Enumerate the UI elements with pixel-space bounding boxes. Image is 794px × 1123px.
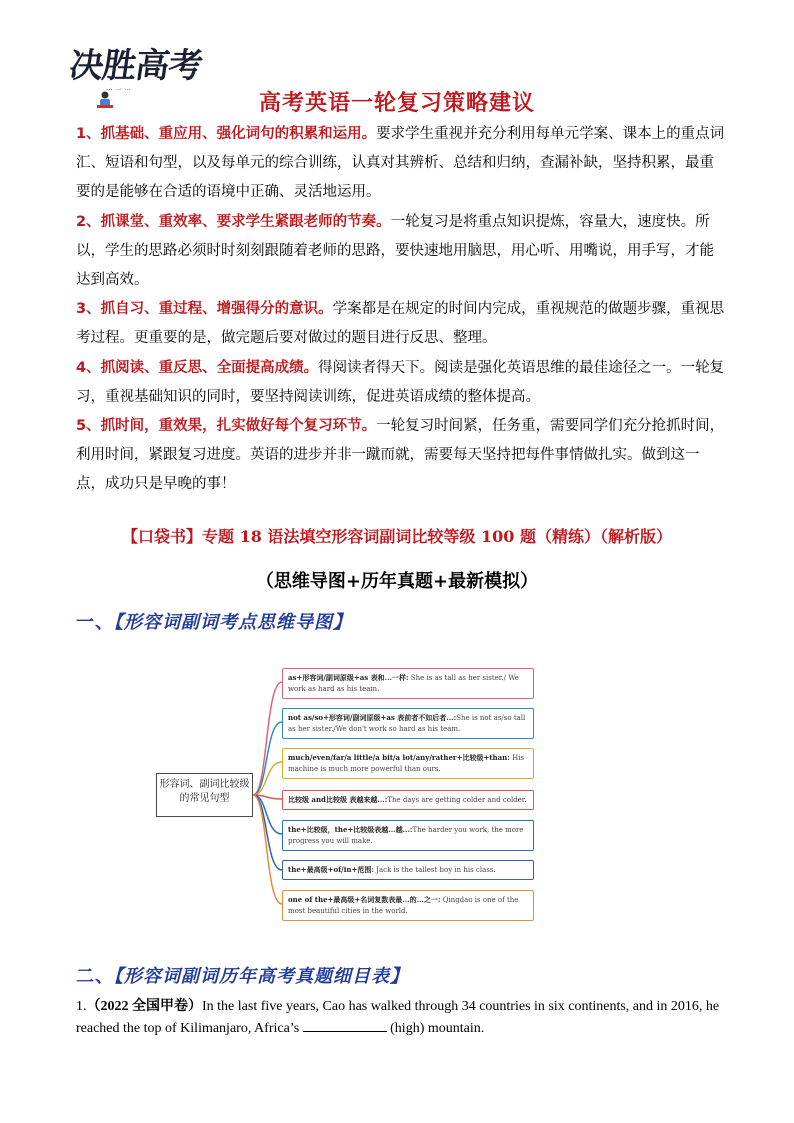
- section-number: 二、: [76, 966, 114, 987]
- advice-lead: 4、抓阅读、重反思、全面提高成绩。: [76, 359, 319, 376]
- page-title: 高考英语一轮复习策略建议: [258, 91, 535, 116]
- question-number: 1.: [76, 999, 87, 1014]
- node-label: one of the+最高级+名词复数表最...的...之一:: [288, 895, 441, 904]
- node-example: She is as tall as her sister./ We work as hard as his team.: [288, 674, 519, 693]
- node-example: The days are getting colder and colder.: [387, 796, 527, 804]
- mind-map-root: 形容词、副词比较级的常见句型: [156, 773, 253, 817]
- advice-lead: 2、抓课堂、重效率、要求学生紧跟老师的节奏。: [76, 213, 391, 230]
- mind-map-node: [282, 748, 534, 779]
- section-number: 一、: [76, 612, 114, 633]
- mind-map-node: [282, 790, 534, 810]
- advice-item: [76, 295, 726, 353]
- section-title: 【形容词副词考点思维导图】: [114, 612, 352, 633]
- node-example: Qingdao is one of the most beautiful cities in the world.: [288, 896, 519, 915]
- advice-item: [76, 120, 726, 208]
- advice-body: 学案都是在规定的时间内完成，重视规范的做题步骤，重视思考过程。更重要的是，做完题后要对做过的题目进行反思、整理。: [76, 301, 725, 347]
- section-heading-mindmap: [76, 608, 352, 634]
- mind-map-node: [282, 860, 534, 880]
- advice-lead: 5、抓时间，重效果，扎实做好每个复习环节。: [76, 418, 377, 435]
- advice-list: [76, 120, 726, 500]
- node-example: She is not as/so tall as her sister./We don't work so hard as his team.: [288, 714, 526, 733]
- answer-blank[interactable]: [303, 1019, 387, 1032]
- section-title: 【形容词副词历年高考真题细目表】: [114, 966, 409, 987]
- node-example: Jack is the tallest boy in his class.: [373, 866, 496, 874]
- node-label: much/even/far/a little/a bit/a lot/any/rather+比较级+than:: [288, 753, 510, 762]
- node-label: the+比较级，the+比较级表越...越...:: [288, 825, 413, 834]
- advice-item: [76, 354, 726, 412]
- mind-map: [150, 660, 540, 925]
- mind-map-node: [282, 820, 534, 851]
- advice-item: [76, 208, 726, 296]
- advice-lead: 3、抓自习、重过程、增强得分的意识。: [76, 301, 333, 318]
- node-example: His machine is much more powerful than ours.: [288, 754, 525, 773]
- logo-subtext: ··· 一 ···: [106, 86, 131, 94]
- node-label: 比较级 and比较级 表越来越...:: [288, 795, 388, 804]
- advice-body: 要求学生重视并充分利用每单元学案、课本上的重点词汇、短语和句型，以及每单元的综合训练，认真对其辨析、总结和归纳，查漏补缺，坚持积累，最重要的是能够在合适的语境中正确、灵活地运用。: [76, 126, 725, 201]
- question-text-end: (high) mountain.: [386, 1021, 485, 1036]
- advice-body: 一轮复习时间紧，任务重，需要同学们充分抢抓时间，利用时间，紧跟复习进度。英语的进步并非一蹴而就，需要每天坚持把每件事情做扎实。做到这一点，成功只是早晚的事！: [76, 418, 725, 493]
- mind-map-node: [282, 668, 534, 699]
- advice-item: [76, 412, 726, 500]
- logo-text: 决胜高考: [66, 46, 205, 86]
- question-source-tag: （2022 全国甲卷）: [86, 999, 202, 1014]
- question-item: [76, 996, 726, 1040]
- question-text: In the last five years, Cao has walked through 34 countries in six continents, and in 2016, he reached the top of Kilimanjaro, Africa’s: [76, 999, 720, 1036]
- advice-lead: 1、抓基础、重应用、强化词句的积累和运用。: [76, 126, 377, 142]
- mind-map-node: [282, 890, 534, 921]
- topic-subtitle: （思维导图+历年真题+最新模拟）: [255, 571, 539, 592]
- node-label: not as/so+形容词/副词原级+as 表前者不如后者...:: [288, 713, 457, 722]
- section-heading-exam-table: [76, 962, 409, 988]
- node-label: as+形容词/副词原级+as 表和...一样:: [288, 673, 409, 682]
- advice-body: 一轮复习是将重点知识提炼，容量大，速度快。所以，学生的思路必须时时刻刻跟随着老师的思路，要快速地用脑思，用心听、用嘴说，用手写，才能达到高效。: [76, 213, 714, 289]
- node-example: The harder you work, the more progress you will make.: [288, 826, 524, 845]
- mind-map-node: [282, 708, 534, 739]
- topic-title: 【口袋书】专题 18 语法填空形容词副词比较等级 100 题（精练）（解析版）: [122, 527, 672, 546]
- advice-body: 得阅读者得天下。阅读是强化英语思维的最佳途径之一。一轮复习，重视基础知识的同时，要坚持阅读训练，促进英语成绩的整体提高。: [76, 359, 725, 405]
- node-label: the+最高级+of/in+范围:: [288, 865, 374, 874]
